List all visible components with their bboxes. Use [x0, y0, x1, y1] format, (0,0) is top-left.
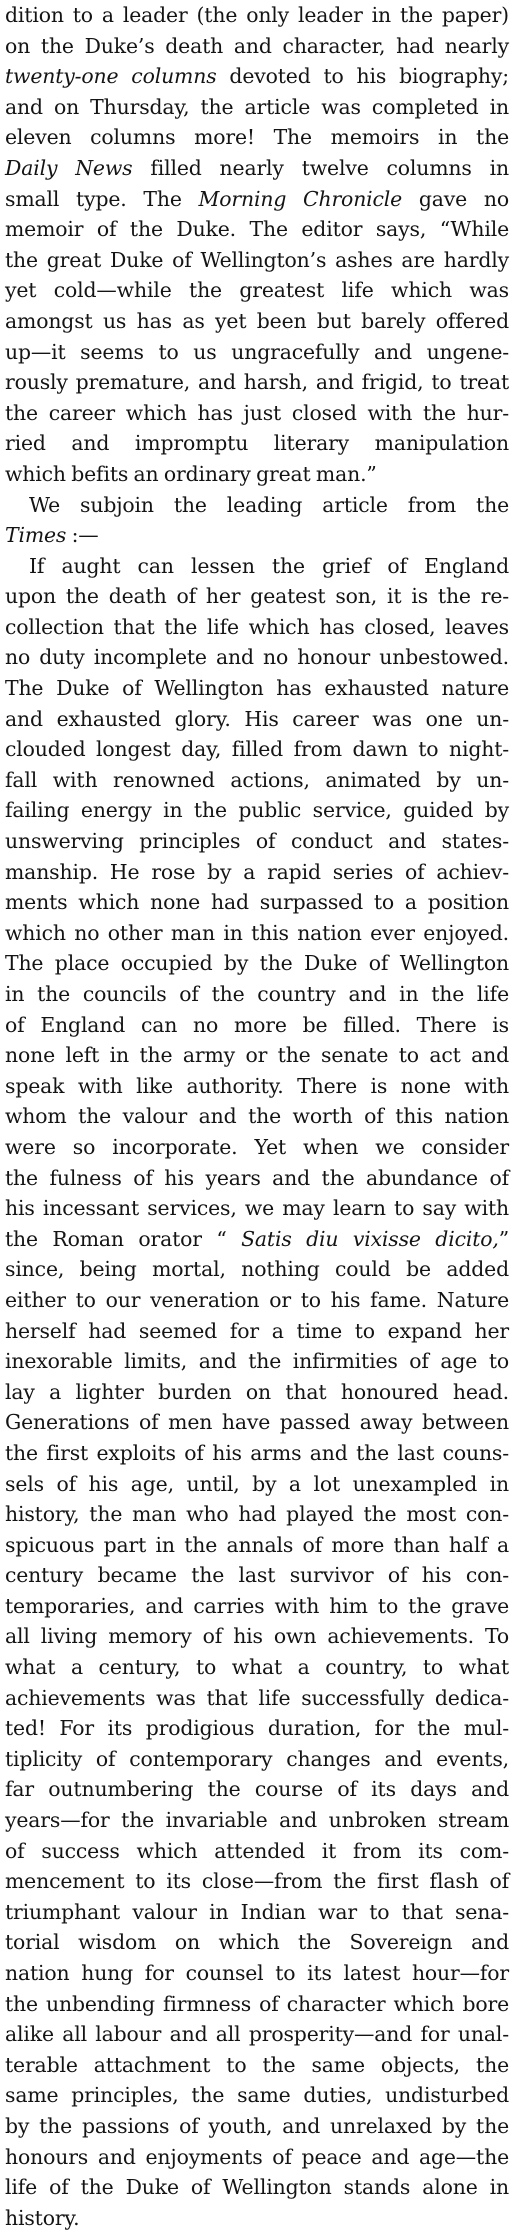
text-line: small type. The Morning Chronicle gave no	[5, 186, 509, 211]
text-line: twenty-one columns devoted to his biography;	[5, 64, 509, 89]
text-line: the career which has just closed with the hur-	[5, 400, 509, 425]
text-line: spicuous part in the annals of more than half a	[5, 1532, 509, 1557]
text-line: the unbending firmness of character which bore	[5, 1991, 509, 2016]
text-line: nation hung for counsel to its latest hour—for	[5, 1961, 509, 1985]
text-line: inexorable limits, and the infirmities of age to	[5, 1349, 509, 1374]
text-line: which no other man in this nation ever enjoyed.	[5, 920, 509, 945]
text-line: all living memory of his own achievements. To	[5, 1624, 509, 1649]
text-line: If aught can lessen the grief of England	[29, 553, 509, 578]
text-line: mencement to its close—from the first flash of	[5, 1869, 509, 1894]
paragraph-p2	[5, 490, 509, 551]
text-line: the fulness of his years and the abundance of	[5, 1165, 509, 1190]
text-line: history, the man who had played the most con-	[5, 1502, 509, 1527]
text-line: amongst us has as yet been but barely offered	[5, 308, 509, 333]
text-line: yet cold—while the greatest life which was	[5, 278, 509, 303]
text-line: since, being mortal, nothing could be added	[5, 1257, 509, 1282]
text-line: clouded longest day, filled from dawn to night-	[5, 737, 509, 762]
text-line: herself had seemed for a time to expand her	[5, 1318, 509, 1343]
text-line: honours and enjoyments of peace and age—the	[5, 2144, 509, 2169]
text-line: the first exploits of his arms and the last couns-	[5, 1440, 509, 1465]
text-line: were so incorporate. Yet when we consider	[5, 1134, 509, 1159]
text-line: of England can no more be filled. There is	[5, 1012, 509, 1037]
text-line: whom the valour and the worth of this nation	[5, 1104, 509, 1129]
text-line: alike all labour and all prosperity—and for unal-	[5, 2022, 509, 2047]
text-line: century became the last survivor of his con-	[5, 1563, 509, 1588]
text-line: the Roman orator “ Satis diu vixisse dicito,”	[5, 1226, 510, 1251]
article-body	[5, 0, 509, 2233]
text-line: ments which none had surpassed to a position	[5, 890, 509, 915]
text-line: dition to a leader (the only leader in the paper)	[5, 3, 509, 27]
text-line: We subjoin the leading article from the	[29, 492, 509, 517]
paragraph-p3	[5, 551, 509, 2233]
text-line: history.	[5, 2205, 80, 2230]
text-line: and exhausted glory. His career was one un-	[5, 706, 509, 731]
text-line: ried and impromptu literary manipulation	[5, 431, 509, 456]
text-line: lay a lighter burden on that honoured head.	[5, 1379, 509, 1404]
text-line: torial wisdom on which the Sovereign and	[5, 1930, 509, 1955]
text-line: The Duke of Wellington has exhausted nature	[5, 676, 509, 701]
text-line: in the councils of the country and in the life	[5, 982, 509, 1006]
text-line: life of the Duke of Wellington stands alone in	[5, 2175, 509, 2200]
text-line: failing energy in the public service, guided by	[5, 798, 509, 823]
text-line: Generations of men have passed away between	[5, 1410, 509, 1435]
text-line: ted! For its prodigious duration, for the mul-	[5, 1716, 509, 1741]
text-line: of success which attended it from its com-	[5, 1838, 509, 1863]
text-line: tiplicity of contemporary changes and events,	[5, 1746, 509, 1771]
text-line: on the Duke’s death and character, had nearly	[5, 33, 509, 58]
text-line: what a century, to what a country, to what	[5, 1655, 509, 1680]
text-line: same principles, the same duties, undisturbed	[5, 2083, 509, 2108]
text-line: eleven columns more! The memoirs in the	[5, 125, 509, 150]
text-line: years—for the invariable and unbroken stream	[5, 1808, 509, 1833]
text-line: the great Duke of Wellington’s ashes are hardly	[5, 247, 509, 272]
text-line: terable attachment to the same objects, the	[5, 2052, 509, 2077]
text-line: manship. He rose by a rapid series of achiev-	[5, 859, 509, 884]
text-line: rously premature, and harsh, and frigid, to treat	[5, 370, 509, 395]
text-line: no duty incomplete and no honour unbestowed.	[5, 645, 509, 670]
text-line: triumphant valour in Indian war to that sena-	[5, 1899, 509, 1924]
paragraph-p1	[5, 0, 509, 490]
text-line: speak with like authority. There is none with	[5, 1073, 509, 1098]
text-line: far outnumbering the course of its days and	[5, 1777, 509, 1802]
text-line: memoir of the Duke. The editor says, “While	[5, 217, 509, 242]
text-line: temporaries, and carries with him to the grave	[5, 1593, 509, 1618]
text-line: which befits an ordinary great man.”	[5, 461, 377, 486]
text-line: sels of his age, until, by a lot unexampled in	[5, 1471, 509, 1496]
text-line: by the passions of youth, and unrelaxed by the	[5, 2113, 509, 2138]
text-line: The place occupied by the Duke of Wellington	[5, 951, 509, 976]
text-line: fall with renowned actions, animated by un-	[5, 767, 509, 792]
text-line: none left in the army or the senate to act and	[5, 1043, 509, 1068]
text-line: collection that the life which has closed, leaves	[5, 614, 509, 639]
text-line: his incessant services, we may learn to say with	[5, 1196, 509, 1221]
text-line: Daily News filled nearly twelve columns in	[5, 155, 509, 180]
text-line: achievements was that life successfully dedica-	[5, 1685, 509, 1710]
text-line: up—it seems to us ungracefully and ungene-	[5, 339, 509, 364]
text-line: unswerving principles of conduct and states-	[5, 829, 509, 854]
text-line: either to our veneration or to his fame. Nature	[5, 1287, 509, 1312]
text-line: Times :—	[5, 523, 99, 548]
text-line: and on Thursday, the article was completed in	[5, 94, 509, 119]
text-line: upon the death of her geatest son, it is the re-	[5, 584, 509, 609]
